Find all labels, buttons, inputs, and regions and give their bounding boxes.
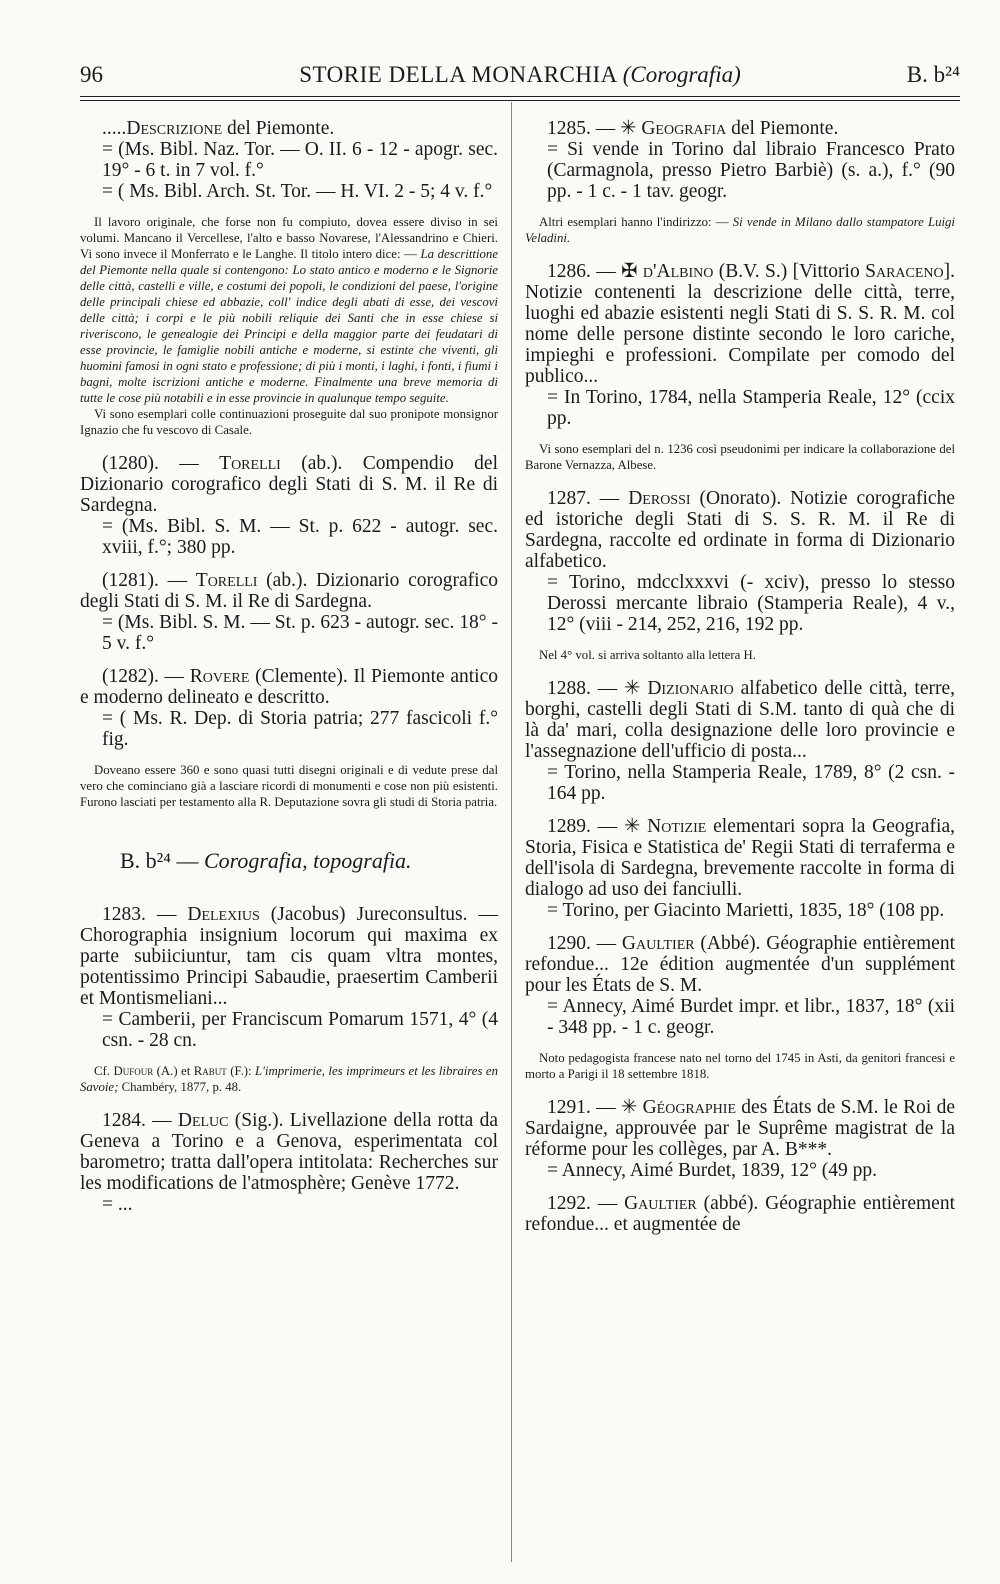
page-number: 96 [80, 62, 103, 87]
right-column [525, 118, 955, 1247]
entry-1288: 1288. — ✳ Dizionario alfabetico delle città, terre, borghi, castelli degli Stati di S.M. tanto di quà che di là da' mari, colla designazione delle loro provincie e l'assegnazione dell'ufficio di posta... = Torino, nella Stamperia Reale, 1789, 8° (2 csn. - 164 pp. [525, 678, 955, 804]
column-divider [511, 102, 512, 1562]
header-rule [80, 96, 960, 97]
entry-1286: 1286. — ✠ d'Albino (B.V. S.) [Vittorio Saraceno]. Notizie contenenti la descrizione delle città, terre, luoghi ed abazie esistenti negli Stati di S. S. R. M. col nome delle persone distinte secondo le loro cariche, impieghi e professioni. Compilate per comodo del publico... = In Torino, 1784, nella Stamperia Reale, 12° (ccix pp. [525, 261, 955, 429]
entry-1281: (1281). — Torelli (ab.). Dizionario corografico degli Stati di S. M. il Re di Sardegna. = (Ms. Bibl. S. M. — St. p. 623 - autogr. sec. 18° - 5 v. f.° [80, 570, 498, 654]
note-1282: Doveano essere 360 e sono quasi tutti disegni originali e di vedute prese dal vero che cominciano già a lasciare ricordi di monumenti e cose non più esistenti. Furono lasciati per testamento alla R. Deputazione sovra gli studi di Storia patria. [80, 763, 498, 809]
entry-1289: 1289. — ✳ Notizie elementari sopra la Geografia, Storia, Fisica e Statistica de' Regii Stati di terraferma e dell'isola di Sardegna, brevemente raccolte in forma di dialogo ad uso dei fanciulli. = Torino, per Giacinto Marietti, 1835, 18° (108 pp. [525, 816, 955, 921]
note-descrizione: Il lavoro originale, che forse non fu compiuto, dovea essere diviso in sei volumi. Mancano il Vercellese, l'alto e basso Novarese, l'Alessandrino e Chieri. Vi sono invece il Monferrato e le Langhe. Il titolo intero dice: — La descrittione del Piemonte nella quale si contengono: Lo stato antico e moderno e le Signorie delle città, castelli e ville, e costumi dei popoli, le condizioni del paese, l'origine delle principali chiese ed abbazie, coll' indice degli abati di esse, dei vescovi delle città; i corpi e le più nobili reliquie dei Santi che in esse chiese si riveriscono, le genealogie dei Principi e della maggior parte dei feudatari di esse provincie, le famiglie nobili antiche e moderne, si estinte che viventi, gli huomini famosi in ogni stato e professione; di più i monti, i laghi, i fonti, i fiumi i bagni, molte iscrizioni antiche e moderne. Finalmente una breve memoria di tutte le cose più notabili e in esse provincie in qualunque tempo seguite. Vi sono esemplari colle continuazioni proseguite dal suo pronipote monsignor Ignazio che fu vescovo di Casale. [80, 215, 499, 437]
header-rule [80, 100, 960, 101]
running-title: STORIE DELLA MONARCHIA (Corografia) [299, 62, 741, 87]
entry-1284: 1284. — Deluc (Sig.). Livellazione della rotta da Geneva a Torino e a Genova, esperimentata col barometro; tratta dall'opera intitolata: Recherches sur les modifications de l'atmosphère; Genève 1772. = ... [80, 1110, 498, 1215]
entry-1282: (1282). — Rovere (Clemente). Il Piemonte antico e moderno delineato e descritto. = ( Ms. R. Dep. di Storia patria; 277 fascicoli f.° fig. [80, 666, 498, 750]
entry-1292: 1292. — Gaultier (abbé). Géographie entièrement refondue... et augmentée de [525, 1193, 956, 1235]
entry-1291: 1291. — ✳ Géographie des États de S.M. le Roi de Sardaigne, approuvée par le Suprême magistrat de la réforme pour les collèges, par A. B***. = Annecy, Aimé Burdet, 1839, 12° (49 pp. [525, 1097, 955, 1181]
entry-1287: 1287. — Derossi (Onorato). Notizie corografiche ed istoriche degli Stati di S. S. R. M. il Re di Sardegna, raccolte ed ordinate in forma di Dizionario alfabetico. = Torino, mdcclxxxvi (- xciv), presso lo stesso Derossi mercante libraio (Stamperia Reale), 4 v., 12° (viii - 214, 252, 216, 192 pp. [525, 488, 955, 635]
entry-descrizione: .....Descrizione del Piemonte. = (Ms. Bibl. Naz. Tor. — O. II. 6 - 12 - apogr. sec. 19° - 6 t. in 7 vol. f.° = ( Ms. Bibl. Arch. St. Tor. — H. VI. 2 - 5; 4 v. f.° [102, 118, 498, 202]
section-subheading: B. b²⁴ — Corografia, topografia. [120, 848, 412, 873]
entry-1280: (1280). — Torelli (ab.). Compendio del Dizionario corografico degli Stati di S. M. il Re di Sardegna. = (Ms. Bibl. S. M. — St. p. 622 - autogr. sec. xviii, f.°; 380 pp. [80, 453, 498, 558]
note-1287: Nel 4° vol. si arriva soltanto alla lettera H. [539, 648, 756, 662]
entry-1283: 1283. — Delexius (Jacobus) Jureconsultus. — Chorographia insignium locorum qui maxima ex parte subiiciuntur, tam cis quam vltra montes, potentissimo Principi Sabaudie, praesertim Camberii et Montismeliani... = Camberii, per Franciscum Pomarum 1571, 4° (4 csn. - 28 cn. [80, 904, 498, 1051]
section-mark: B. b²⁴ [906, 62, 960, 87]
note-1286: Vi sono esemplari del n. 1236 così pseudonimi per indicare la collaborazione del Barone Vernazza, Albese. [525, 442, 955, 472]
note-1283: Cf. Dufour (A.) et Rabut (F.): L'imprimerie, les imprimeurs et les libraires en Savoie; Chambéry, 1877, p. 48. [80, 1064, 498, 1094]
running-header [80, 52, 960, 92]
entry-1290: 1290. — Gaultier (Abbé). Géographie entièrement refondue... 12e édition augmentée d'un supplément pour les États de S. M. = Annecy, Aimé Burdet impr. et libr., 1837, 18° (xii - 348 pp. - 1 c. geogr. [525, 933, 956, 1038]
left-column [80, 118, 498, 1227]
note-1285: Altri esemplari hanno l'indirizzo: — Si vende in Milano dallo stampatore Luigi Veladini. [525, 215, 955, 245]
note-1290: Noto pedagogista francese nato nel torno del 1745 in Asti, da genitori francesi e morto a Parigi il 18 settembre 1818. [525, 1051, 955, 1081]
entry-1285: 1285. — ✳ Geografia del Piemonte. = Si vende in Torino dal libraio Francesco Prato (Carmagnola, presso Pietro Barbiè) (s. a.), f.° (90 pp. - 1 c. - 1 tav. geogr. [547, 118, 955, 202]
